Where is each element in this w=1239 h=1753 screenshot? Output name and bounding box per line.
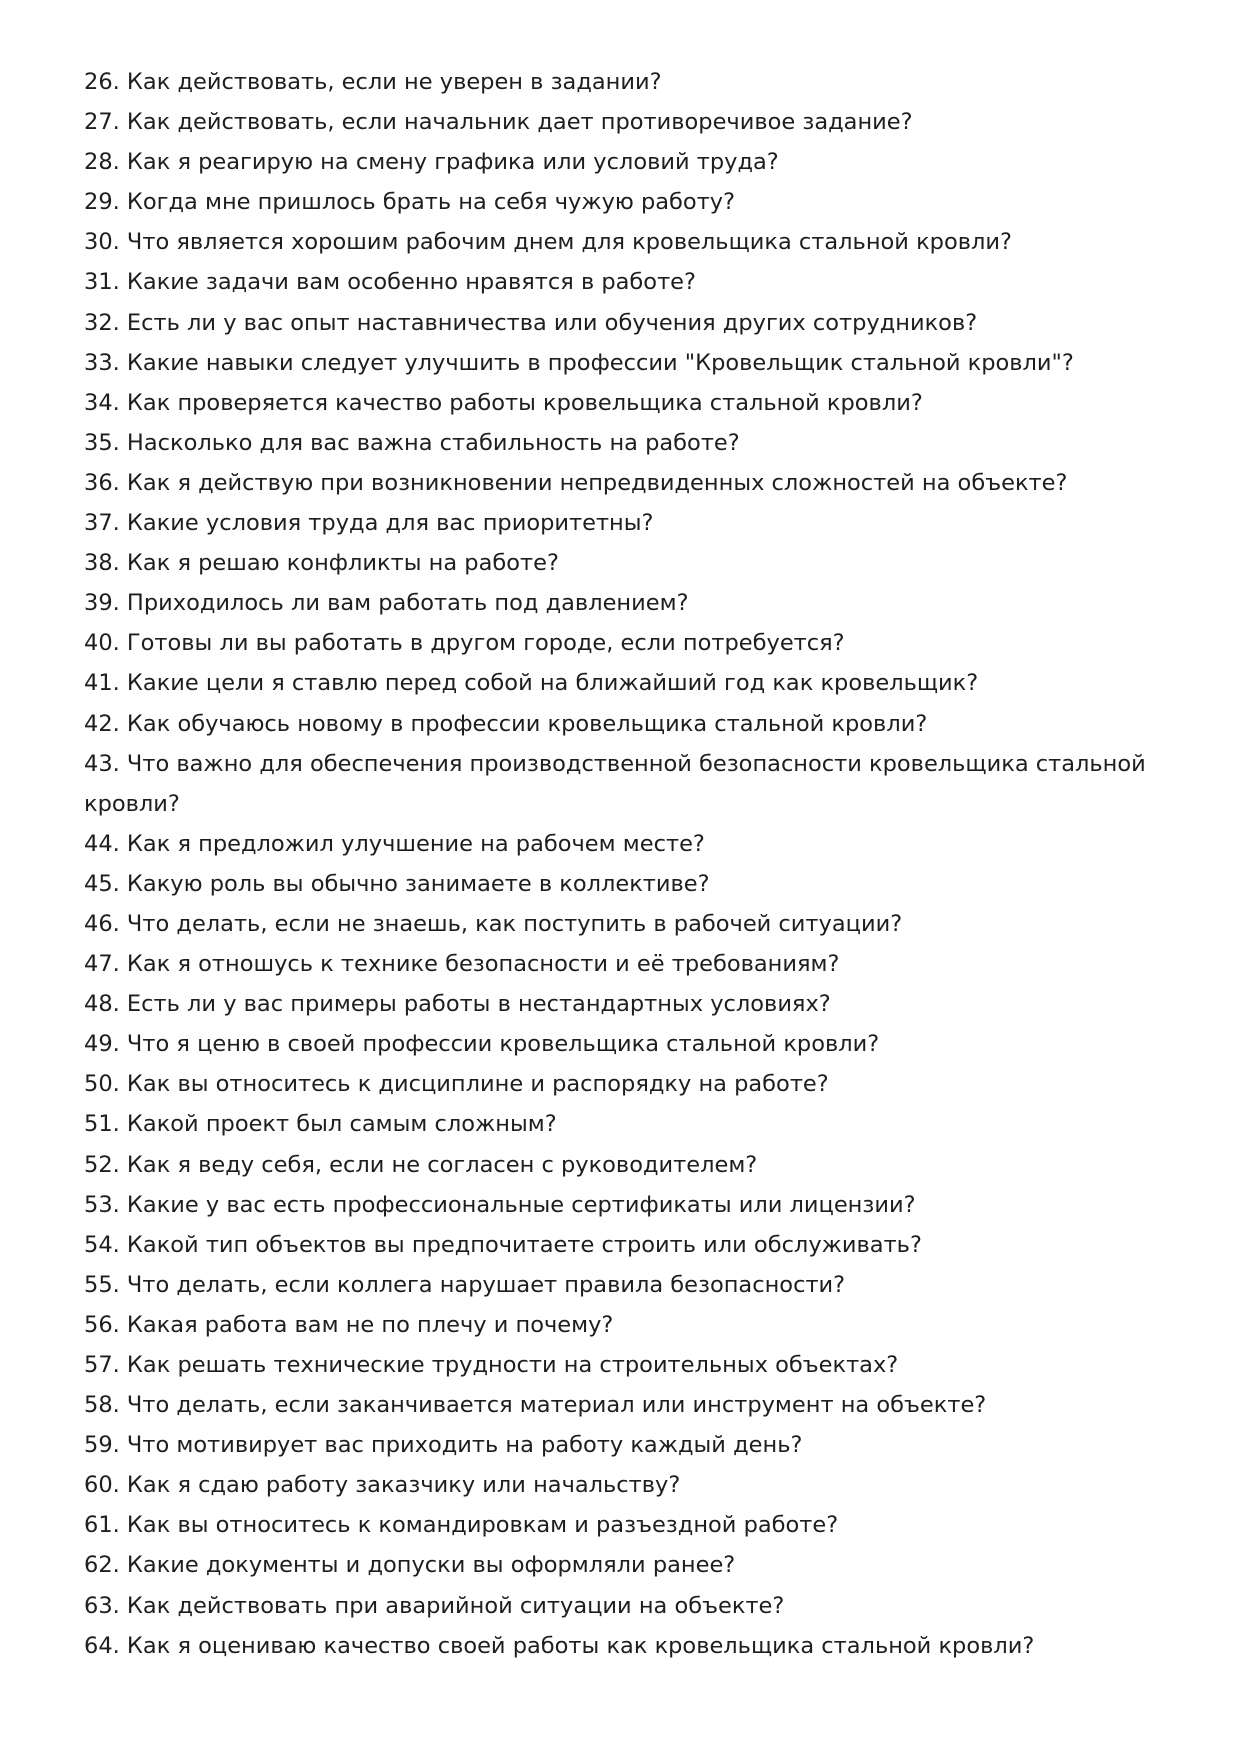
list-item: 36. Как я действую при возникновении непредвиденных сложностей на объекте? <box>84 469 1068 496</box>
list-item: 29. Когда мне пришлось брать на себя чужую работу? <box>84 189 736 216</box>
list-item: 60. Как я сдаю работу заказчику или начальству? <box>84 1472 681 1499</box>
list-item: 51. Какой проект был самым сложным? <box>84 1111 557 1138</box>
list-item: 59. Что мотивирует вас приходить на работу каждый день? <box>84 1432 803 1459</box>
list-item: 38. Как я решаю конфликты на работе? <box>84 550 559 577</box>
list-item: 35. Насколько для вас важна стабильность на работе? <box>84 429 740 456</box>
list-item: 26. Как действовать, если не уверен в задании? <box>84 69 662 95</box>
list-item: 47. Как я отношусь к технике безопасности и её требованиям? <box>84 951 840 978</box>
list-item: 40. Готовы ли вы работать в другом городе, если потребуется? <box>84 630 845 657</box>
list-item: 56. Какая работа вам не по плечу и почему? <box>84 1311 614 1338</box>
list-item: 52. Как я веду себя, если не согласен с руководителем? <box>84 1151 758 1178</box>
list-item: 61. Как вы относитесь к командировкам и разъездной работе? <box>84 1512 839 1539</box>
list-item: 44. Как я предложил улучшение на рабочем месте? <box>84 830 705 857</box>
list-item: 30. Что является хорошим рабочим днем для кровельщика стальной кровли? <box>84 229 1012 256</box>
list-item: 37. Какие условия труда для вас приоритетны? <box>84 510 654 537</box>
list-item: 49. Что я ценю в своей профессии кровельщика стальной кровли? <box>84 1031 880 1058</box>
list-item: 28. Как я реагирую на смену графика или условий труда? <box>84 149 779 176</box>
list-item: 42. Как обучаюсь новому в профессии кровельщика стальной кровли? <box>84 710 928 737</box>
list-item: 33. Какие навыки следует улучшить в профессии "Кровельщик стальной кровли"? <box>84 349 1074 376</box>
list-item: 54. Какой тип объектов вы предпочитаете строить или обслуживать? <box>84 1231 922 1258</box>
list-item: 41. Какие цели я ставлю перед собой на ближайший год как кровельщик? <box>84 670 979 697</box>
list-item: 31. Какие задачи вам особенно нравятся в работе? <box>84 269 696 296</box>
list-item: 55. Что делать, если коллега нарушает правила безопасности? <box>84 1271 846 1298</box>
list-item: 63. Как действовать при аварийной ситуации на объекте? <box>84 1592 785 1619</box>
list-item: 43. Что важно для обеспечения производственной безопасности кровельщика стальной кровли? <box>84 750 1146 817</box>
question-list <box>84 62 1164 1666</box>
list-item: 64. Как я оцениваю качество своей работы как кровельщика стальной кровли? <box>84 1632 1035 1659</box>
list-item: 34. Как проверяется качество работы кровельщика стальной кровли? <box>84 389 923 416</box>
list-item: 58. Что делать, если заканчивается материал или инструмент на объекте? <box>84 1392 987 1419</box>
list-item: 39. Приходилось ли вам работать под давлением? <box>84 590 689 617</box>
list-item: 48. Есть ли у вас примеры работы в нестандартных условиях? <box>84 991 831 1018</box>
list-item: 46. Что делать, если не знаешь, как поступить в рабочей ситуации? <box>84 910 903 937</box>
list-item: 57. Как решать технические трудности на строительных объектах? <box>84 1352 899 1378</box>
list-item: 32. Есть ли у вас опыт наставничества или обучения других сотрудников? <box>84 309 978 336</box>
list-item: 45. Какую роль вы обычно занимаете в коллективе? <box>84 870 710 897</box>
list-item: 53. Какие у вас есть профессиональные сертификаты или лицензии? <box>84 1191 916 1218</box>
list-item: 50. Как вы относитесь к дисциплине и распорядку на работе? <box>84 1071 829 1098</box>
list-item: 62. Какие документы и допуски вы оформляли ранее? <box>84 1552 736 1579</box>
list-item: 27. Как действовать, если начальник дает противоречивое задание? <box>84 109 913 136</box>
